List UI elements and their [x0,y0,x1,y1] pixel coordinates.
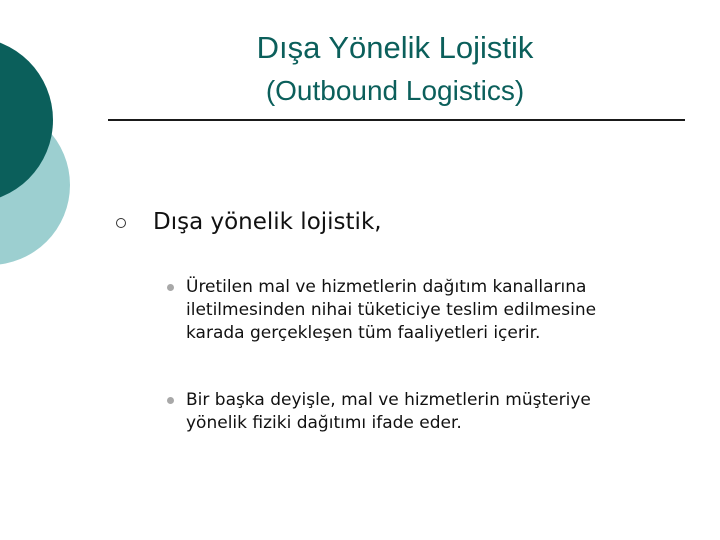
bullet-line: Bir başka deyişle, mal ve hizmetlerin müşteriye [186,390,591,410]
bullet-line: yönelik fiziki dağıtımı ifade eder. [186,413,462,433]
gray-dot-bullet-icon [167,397,174,404]
bullet-level2-item [186,276,686,345]
gray-dot-bullet-icon [167,284,174,291]
bullet-level2-item [186,389,686,435]
bullet-line: Üretilen mal ve hizmetlerin dağıtım kanallarına [186,277,587,297]
slide-title: Dışa Yönelik Lojistik [256,30,534,65]
bullet-level1-text: Dışa yönelik lojistik, [153,209,382,235]
slide-subtitle: (Outbound Logistics) [265,75,525,106]
bullet-line: iletilmesinden nihai tüketiciye teslim edilmesine [186,300,597,320]
decorative-circles [0,0,120,300]
bullet-line: karada gerçekleşen tüm faaliyetleri içerir. [186,323,541,343]
hollow-circle-bullet-icon [116,218,126,228]
title-divider [108,119,685,121]
